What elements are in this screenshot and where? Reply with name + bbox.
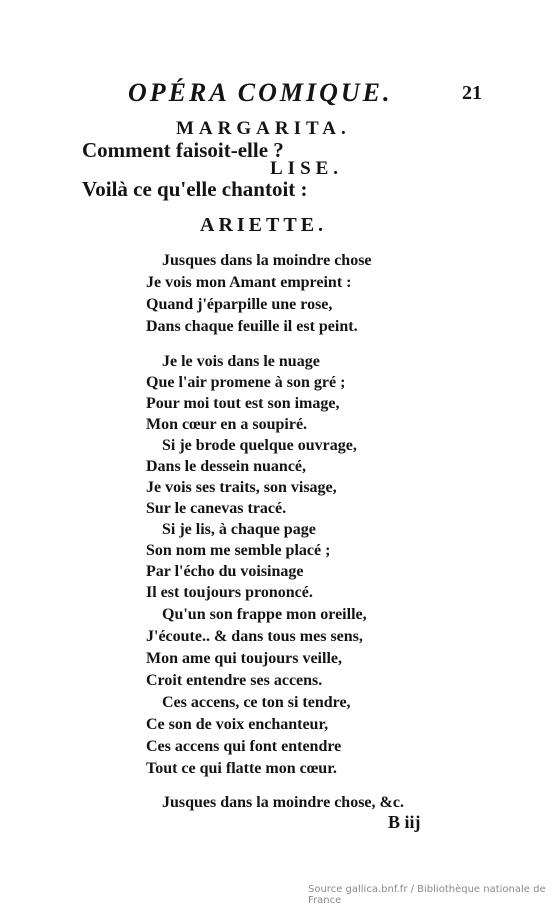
- page-number: 21: [462, 82, 482, 104]
- verse-line: Mon ame qui toujours veille,: [146, 650, 342, 667]
- ariette-heading: ARIETTE.: [200, 214, 328, 236]
- verse-line: Son nom me semble placé ;: [146, 542, 331, 559]
- refrain-line: Jusques dans la moindre chose, &c.: [162, 794, 404, 811]
- verse-line: Si je brode quelque ouvrage,: [162, 437, 357, 454]
- dialogue-line-2: Voilà ce qu'elle chantoit :: [82, 177, 308, 201]
- verse-line: Que l'air promene à son gré ;: [146, 374, 346, 391]
- signature-mark: B iij: [388, 812, 421, 832]
- verse-line: Jusques dans la moindre chose: [162, 252, 372, 269]
- verse-line: Sur le canevas tracé.: [146, 500, 287, 517]
- verse-line: Si je lis, à chaque page: [162, 521, 316, 538]
- page-header: [0, 78, 560, 110]
- verse-line: Dans chaque feuille il est peint.: [146, 318, 358, 335]
- verse-line: Par l'écho du voisinage: [146, 563, 304, 580]
- verse-line: J'écoute.. & dans tous mes sens,: [146, 628, 363, 645]
- verse-line: Je vois mon Amant empreint :: [146, 274, 352, 291]
- verse-line: Ces accens, ce ton si tendre,: [162, 694, 351, 711]
- verse-line: Mon cœur en a soupiré.: [146, 416, 308, 433]
- verse-line: Ces accens qui font entendre: [146, 738, 342, 755]
- source-credit: Source gallica.bnf.fr / Bibliothèque nationale de France: [308, 884, 546, 906]
- verse-line: Quand j'éparpille une rose,: [146, 296, 333, 313]
- running-title: OPÉRA COMIQUE.: [128, 78, 393, 107]
- verse-line: Ce son de voix enchanteur,: [146, 716, 329, 733]
- verse-line: Je le vois dans le nuage: [162, 353, 320, 370]
- verse-line: Je vois ses traits, son visage,: [146, 479, 337, 496]
- verse-line: Il est toujours prononcé.: [146, 584, 313, 601]
- verse-line: Dans le dessein nuancé,: [146, 458, 307, 475]
- dialogue-line-1: Comment faisoit-elle ?: [82, 138, 284, 162]
- verse-line: Pour moi tout est son image,: [146, 395, 340, 412]
- verse-line: Qu'un son frappe mon oreille,: [162, 606, 367, 623]
- speaker-margarita: MARGARITA.: [176, 118, 351, 139]
- verse-line: Croit entendre ses accens.: [146, 672, 323, 689]
- speaker-lise: LISE.: [270, 158, 344, 179]
- verse-line: Tout ce qui flatte mon cœur.: [146, 760, 337, 777]
